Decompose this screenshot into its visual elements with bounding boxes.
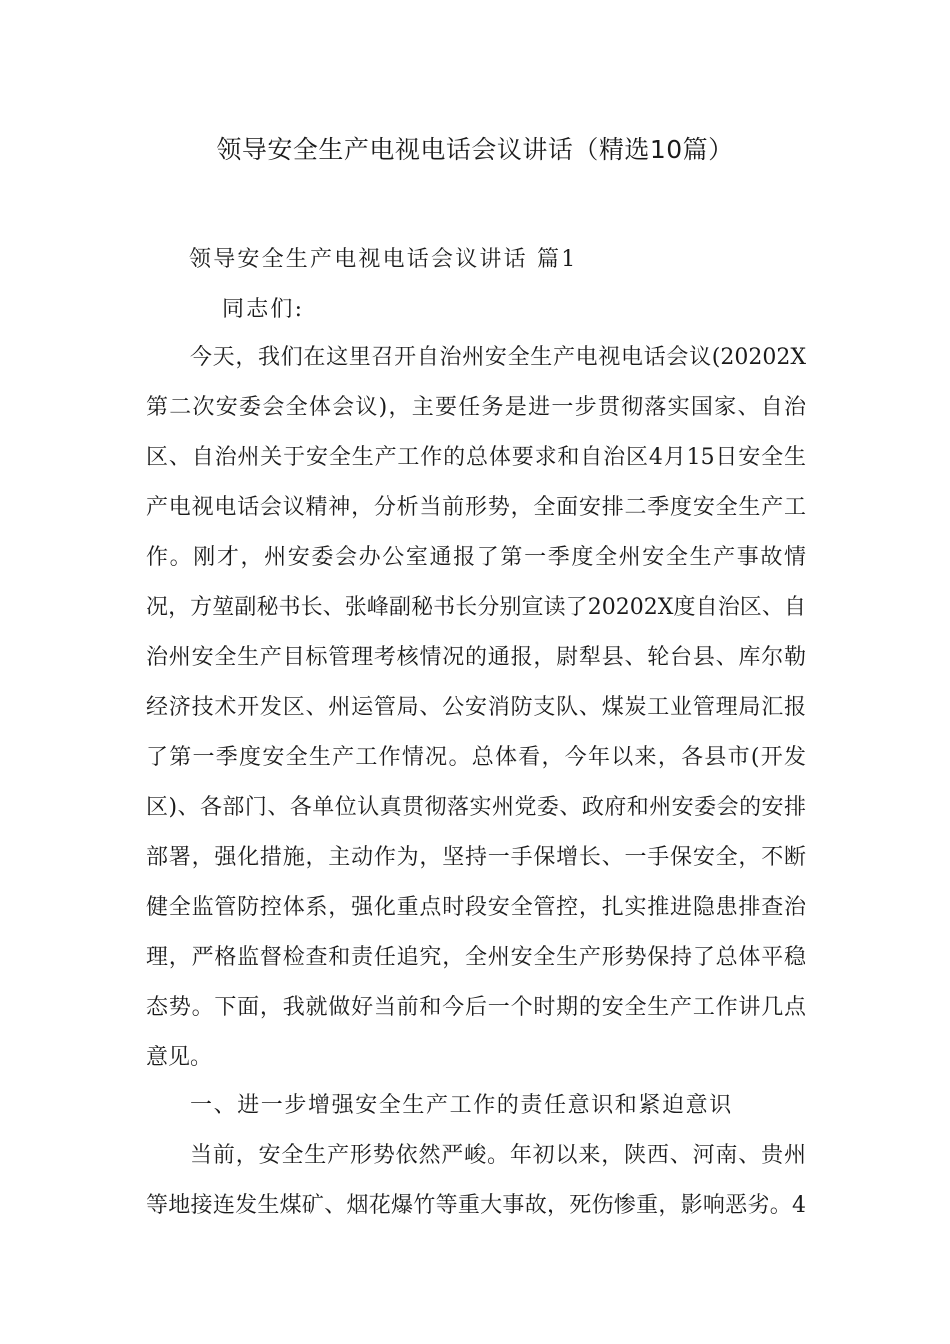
paragraph1-line: 作。刚才，州安委会办公室通报了第一季度全州安全生产事故情	[146, 545, 806, 570]
paragraph1-line: 产电视电话会议精神，分析当前形势，全面安排二季度安全生产工	[146, 495, 806, 520]
paragraph1-line: 态势。下面，我就做好当前和今后一个时期的安全生产工作讲几点	[146, 995, 806, 1020]
paragraph1-line: 第二次安委会全体会议)，主要任务是进一步贯彻落实国家、自治	[146, 395, 806, 420]
paragraph1-line: 区、自治州关于安全生产工作的总体要求和自治区4月15日安全生	[146, 445, 806, 470]
paragraph1-line: 健全监管防控体系，强化重点时段安全管控，扎实推进隐患排查治	[146, 895, 806, 920]
paragraph1-line: 经济技术开发区、州运管局、公安消防支队、煤炭工业管理局汇报	[146, 695, 806, 720]
salutation: 同志们:	[222, 297, 305, 322]
paragraph1-line: 治州安全生产目标管理考核情况的通报，尉犁县、轮台县、库尔勒	[146, 645, 806, 670]
paragraph2-line: 当前，安全生产形势依然严峻。年初以来，陕西、河南、贵州	[190, 1143, 806, 1168]
paragraph1-line: 了第一季度安全生产工作情况。总体看，今年以来，各县市(开发	[146, 745, 806, 770]
paragraph1-line: 今天，我们在这里召开自治州安全生产电视电话会议(20202X	[190, 345, 806, 370]
subheading-1: 一、进一步增强安全生产工作的责任意识和紧迫意识	[190, 1093, 733, 1118]
paragraph1-line: 理，严格监督检查和责任追究，全州安全生产形势保持了总体平稳	[146, 945, 806, 970]
section-heading: 领导安全生产电视电话会议讲话 篇1	[189, 247, 578, 272]
paragraph1-line: 意见。	[146, 1045, 213, 1070]
paragraph1-line: 部署，强化措施，主动作为，坚持一手保增长、一手保安全，不断	[146, 845, 806, 870]
document-title: 领导安全生产电视电话会议讲话（精选10篇）	[216, 135, 734, 164]
paragraph1-line: 区)、各部门、各单位认真贯彻落实州党委、政府和州安委会的安排	[146, 795, 806, 820]
paragraph2-line: 等地接连发生煤矿、烟花爆竹等重大事故，死伤惨重，影响恶劣。4	[146, 1193, 806, 1218]
paragraph1-line: 况，方堃副秘书长、张峰副秘书长分别宣读了20202X度自治区、自	[146, 595, 806, 620]
